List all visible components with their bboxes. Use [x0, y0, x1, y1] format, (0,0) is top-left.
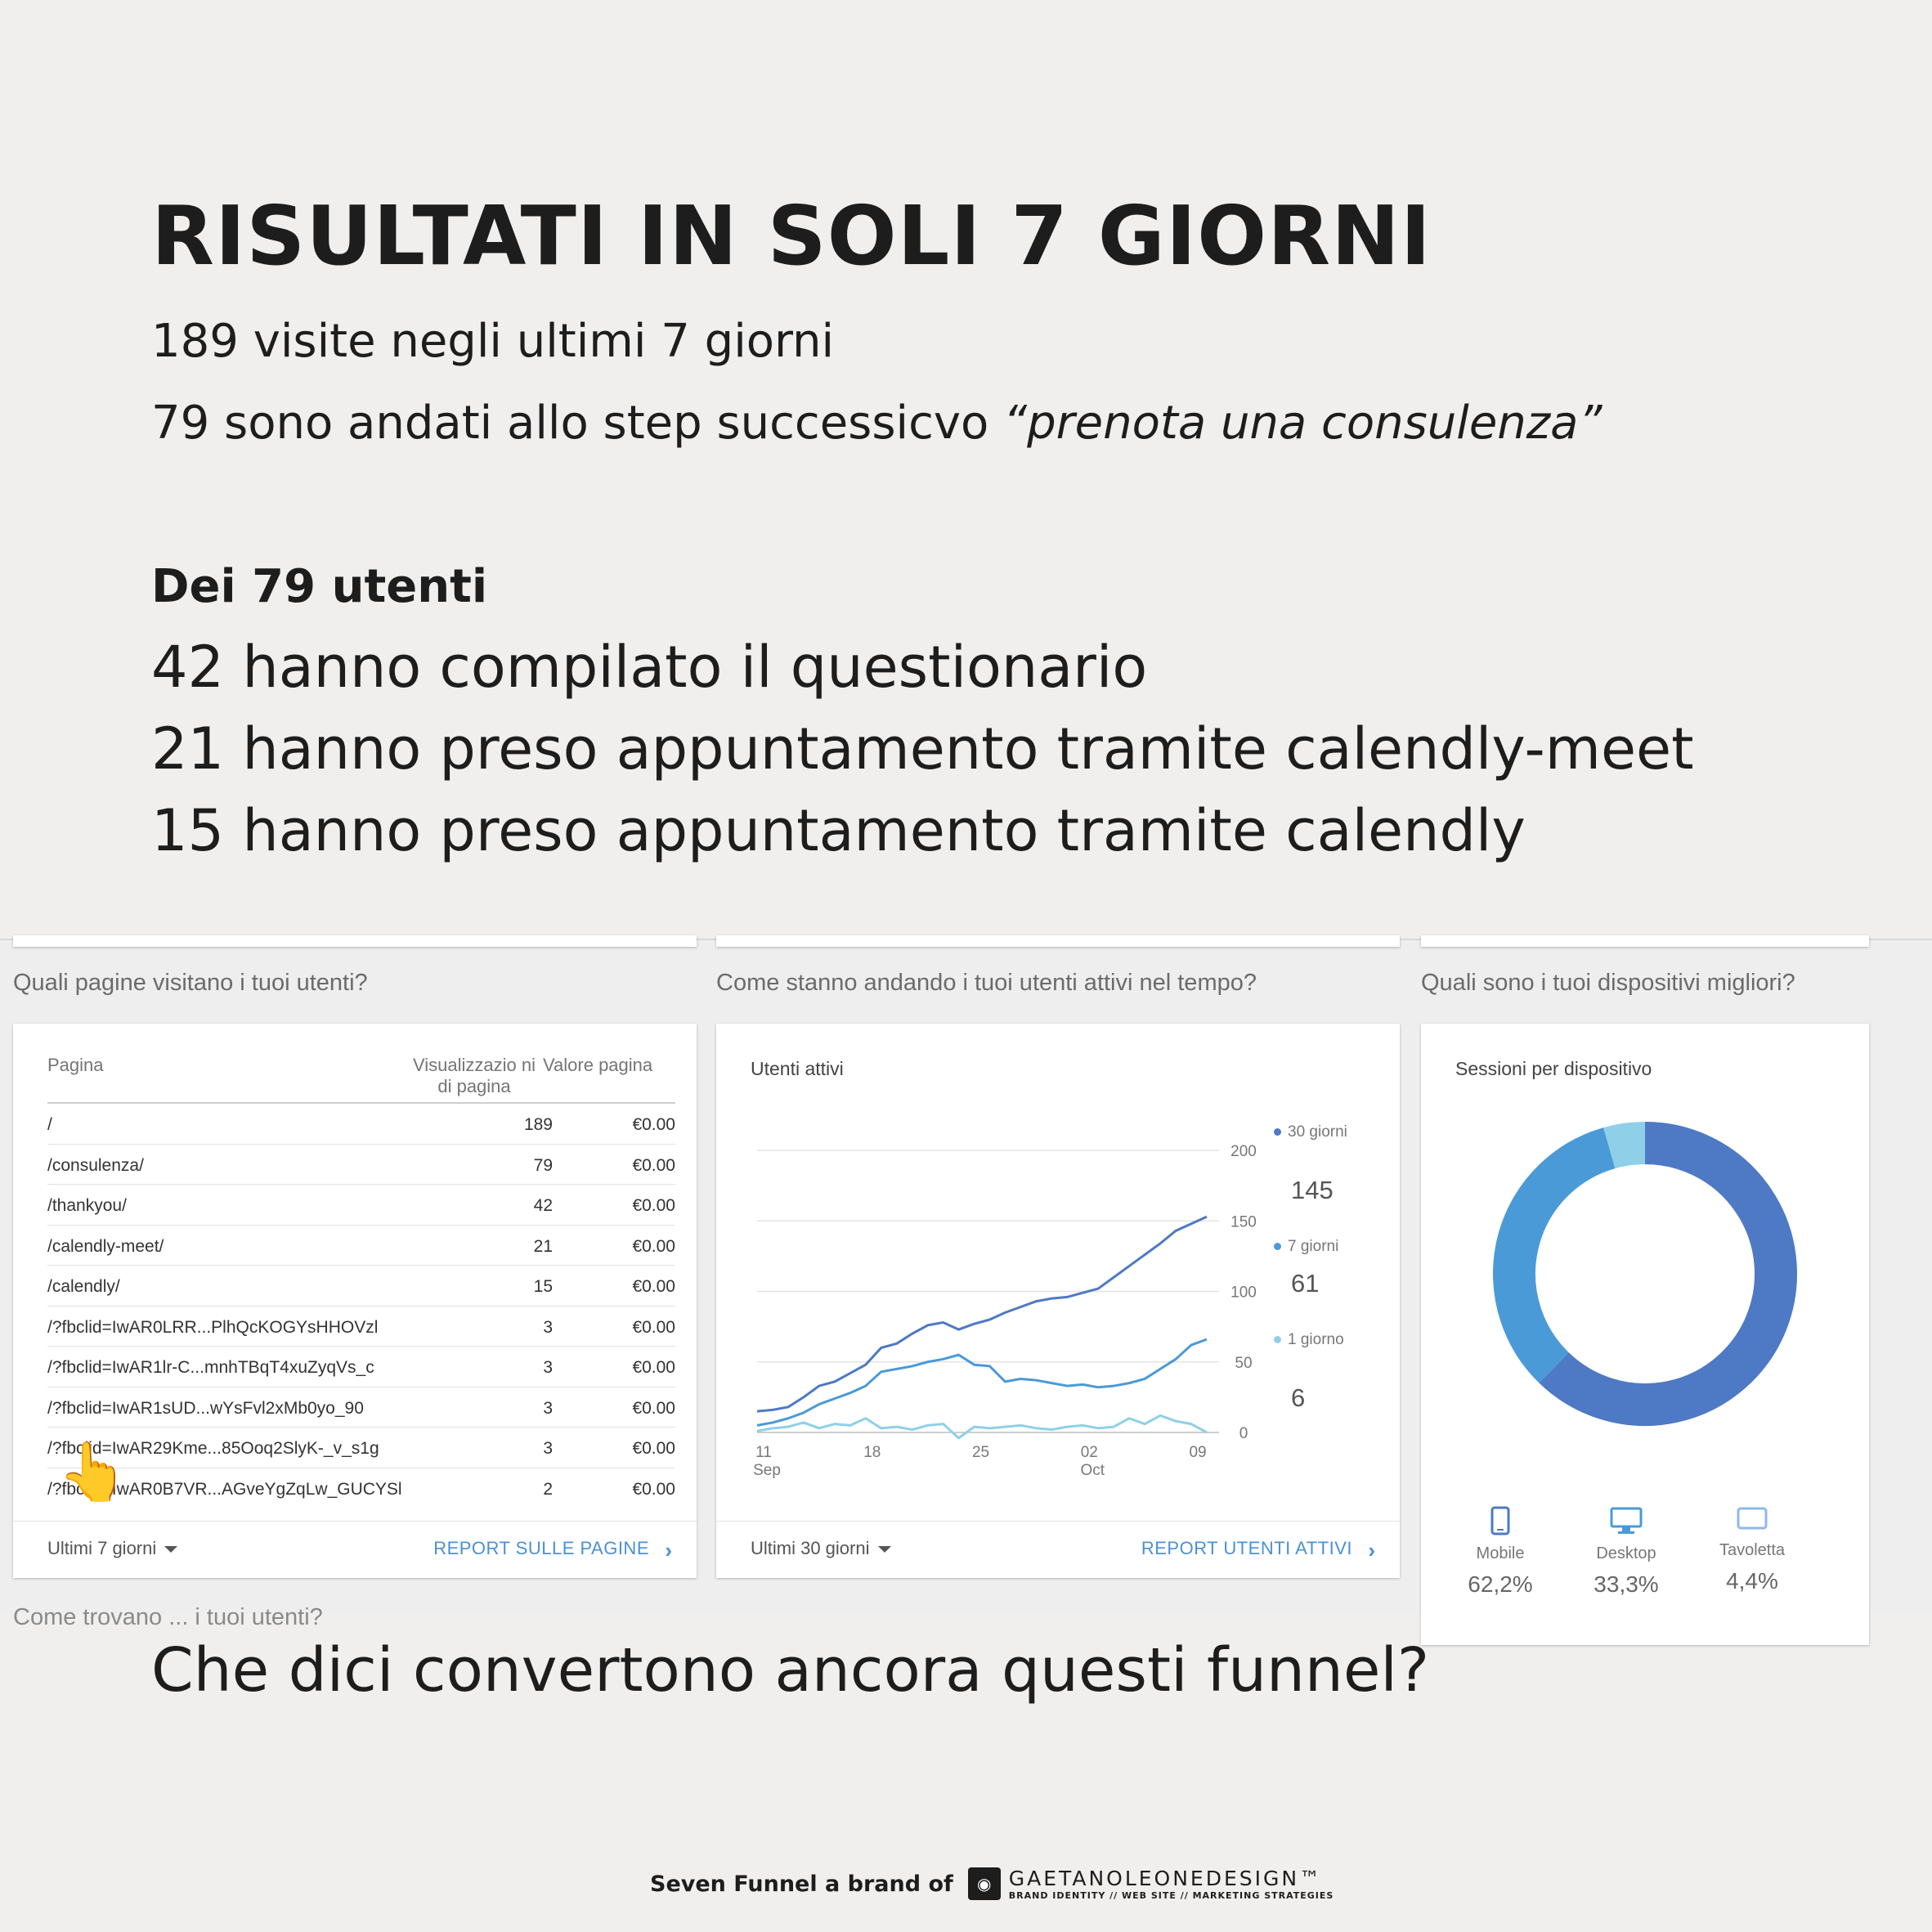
x-tick-month: Oct — [1080, 1462, 1105, 1479]
users-report-link[interactable]: REPORT UTENTI ATTIVI — [1141, 1538, 1352, 1558]
cell-views: 21 — [533, 1236, 553, 1256]
cell-value: €0.00 — [632, 1479, 675, 1499]
cell-value: €0.00 — [632, 1398, 675, 1418]
x-tick-day: 18 — [863, 1444, 881, 1461]
table-row[interactable] — [47, 1307, 675, 1347]
pages-report-link[interactable]: REPORT SULLE PAGINE — [433, 1538, 649, 1558]
brand-tagline: BRAND IDENTITY // WEB SITE // MARKETING STRATEGIES — [1008, 1890, 1334, 1901]
legend-label: 7 giorni — [1288, 1238, 1339, 1255]
devices-card-title: Sessioni per dispositivo — [1455, 1058, 1652, 1079]
y-tick-label: 100 — [1230, 1284, 1257, 1302]
device-pct: 62,2% — [1468, 1571, 1533, 1597]
legend-7-label — [1274, 1238, 1338, 1256]
brand-footer — [650, 1864, 1334, 1903]
x-tick-month: Sep — [753, 1462, 781, 1479]
legend-1-label — [1274, 1331, 1344, 1349]
cell-page: /calendly-meet/ — [47, 1236, 164, 1256]
cell-views: 79 — [533, 1155, 553, 1175]
donut-slice-mobile — [1554, 1143, 1776, 1405]
y-tick-label: 50 — [1235, 1354, 1253, 1372]
users-range-select[interactable] — [751, 1538, 891, 1559]
device-desktop — [1573, 1506, 1679, 1598]
caret-down-icon — [878, 1546, 891, 1553]
brand-name-block — [1009, 1867, 1334, 1901]
users-question: Come stanno andando i tuoi utenti attivi nel tempo? — [716, 970, 1257, 996]
visits-line: 189 visite negli ultimi 7 giorni — [151, 315, 835, 368]
chevron-right-icon[interactable]: › — [665, 1538, 672, 1562]
table-row[interactable] — [47, 1468, 675, 1509]
device-tablet — [1699, 1506, 1805, 1594]
cell-value: €0.00 — [632, 1277, 675, 1296]
devices-card — [1421, 1024, 1869, 1645]
table-row[interactable] — [47, 1145, 675, 1186]
cell-views: 42 — [533, 1196, 553, 1215]
donut-slice-desktop — [1514, 1148, 1609, 1368]
brand-name: GAETANOLEONEDESIGN™ — [1008, 1867, 1323, 1890]
cell-page: /calendly/ — [47, 1277, 120, 1296]
table-row[interactable] — [47, 1347, 675, 1387]
series-line-2 — [757, 1415, 1207, 1438]
table-row[interactable] — [47, 1104, 675, 1145]
x-tick-day: 02 — [1080, 1444, 1098, 1461]
pages-table — [47, 1104, 675, 1508]
next-step-prefix: 79 sono andati allo step successicvo — [151, 397, 1004, 450]
table-row[interactable] — [47, 1387, 675, 1428]
x-tick-day: 11 — [755, 1444, 772, 1461]
cell-value: €0.00 — [632, 1196, 675, 1215]
cell-views: 189 — [523, 1115, 553, 1134]
device-label: Tavoletta — [1719, 1541, 1786, 1559]
stat-calendly-meet: 21 hanno preso appuntamento tramite calendly-meet — [151, 715, 1694, 782]
pages-question: Quali pagine visitano i tuoi utenti? — [13, 970, 368, 996]
cell-views: 3 — [543, 1317, 553, 1337]
cell-page: /?fbclid=IwAR29Kme...85Ooq2SlyK-_v_s1g — [47, 1439, 379, 1458]
next-step-line — [151, 397, 1602, 450]
y-tick-label: 200 — [1230, 1143, 1257, 1160]
devices-question: Quali sono i tuoi dispositivi migliori? — [1421, 970, 1795, 996]
col-page: Pagina — [47, 1055, 104, 1075]
device-mobile — [1447, 1506, 1553, 1598]
stat-questionnaire: 42 hanno compilato il questionario — [151, 634, 1148, 701]
cell-value: €0.00 — [632, 1155, 675, 1175]
brand-prefix: Seven Funnel a brand of — [650, 1871, 953, 1897]
series-line-1 — [757, 1339, 1207, 1425]
cell-views: 15 — [533, 1277, 553, 1296]
cell-page: /?fbclid=IwAR0LRR...PlhQcKOGYsHHOVzl — [47, 1317, 379, 1337]
cell-page: /?fbclid=IwAR0B7VR...AGveYgZqLw_GUCYSl — [47, 1479, 402, 1499]
table-row[interactable] — [47, 1185, 675, 1226]
device-label: Desktop — [1596, 1544, 1656, 1562]
cell-page: / — [47, 1115, 52, 1134]
table-row[interactable] — [47, 1428, 675, 1468]
legend-30-label — [1274, 1123, 1347, 1141]
series-line-0 — [757, 1217, 1207, 1411]
cell-value: €0.00 — [632, 1236, 675, 1256]
analytics-screenshot — [0, 939, 1932, 1630]
caret-down-icon — [164, 1546, 177, 1553]
headline: RISULTATI IN SOLI 7 GIORNI — [151, 188, 1432, 284]
cell-value: €0.00 — [632, 1358, 675, 1377]
peek-question: Come trovano ... i tuoi utenti? — [13, 1604, 323, 1630]
device-label: Mobile — [1476, 1544, 1525, 1562]
device-pct: 4,4% — [1726, 1568, 1778, 1594]
mobile-icon — [1490, 1506, 1511, 1535]
col-value: Valore pagina — [543, 1055, 653, 1075]
subheading: Dei 79 utenti — [151, 560, 488, 613]
closing-question: Che dici convertono ancora questi funnel? — [151, 1635, 1430, 1706]
legend-1-value: 6 — [1291, 1383, 1306, 1412]
donut-slice-tavoletta — [1609, 1143, 1645, 1148]
legend-dot — [1274, 1128, 1281, 1136]
devices-donut-chart — [1493, 1122, 1797, 1426]
cell-page: /consulenza/ — [47, 1155, 144, 1175]
users-card — [716, 1024, 1400, 1578]
cell-views: 3 — [543, 1439, 553, 1458]
users-card-footer — [716, 1521, 1400, 1578]
table-row[interactable] — [47, 1266, 675, 1307]
top-card-edge — [716, 935, 1400, 947]
pages-range-label: Ultimi 7 giorni — [47, 1538, 157, 1558]
next-step-quote: “prenota una consulenza” — [1003, 397, 1603, 450]
top-card-edge — [13, 935, 697, 947]
cell-value: €0.00 — [632, 1115, 675, 1134]
pages-range-select[interactable] — [47, 1538, 177, 1559]
desktop-icon — [1610, 1506, 1643, 1535]
table-row[interactable] — [47, 1226, 675, 1266]
users-range-label: Ultimi 30 giorni — [751, 1538, 870, 1558]
legend-30-value: 145 — [1291, 1176, 1334, 1204]
brand-logo-icon: ◉ — [968, 1867, 1001, 1900]
cell-views: 2 — [543, 1479, 553, 1499]
cell-views: 3 — [543, 1358, 553, 1377]
legend-label: 30 giorni — [1288, 1123, 1347, 1141]
pointing-hand-icon: 👆 — [57, 1440, 129, 1504]
tablet-icon — [1736, 1506, 1768, 1532]
legend-label: 1 giorno — [1288, 1331, 1344, 1348]
cell-page: /thankyou/ — [47, 1196, 127, 1215]
y-tick-label: 150 — [1230, 1213, 1257, 1231]
device-pct: 33,3% — [1594, 1571, 1659, 1597]
legend-dot — [1274, 1243, 1281, 1250]
col-views: Visualizzazio ni di pagina — [412, 1055, 536, 1096]
x-tick-day: 25 — [971, 1444, 990, 1461]
stat-calendly: 15 hanno preso appuntamento tramite calendly — [151, 797, 1526, 864]
y-tick-label: 0 — [1239, 1425, 1248, 1442]
cell-value: €0.00 — [632, 1439, 675, 1458]
cell-views: 3 — [543, 1398, 553, 1418]
pages-card-footer — [13, 1521, 697, 1578]
legend-dot — [1274, 1336, 1281, 1343]
chevron-right-icon[interactable]: › — [1368, 1538, 1375, 1562]
cell-page: /?fbclid=IwAR1lr-C...mnhTBqT4xuZyqVs_c — [47, 1358, 374, 1377]
cell-page: /?fbclid=IwAR1sUD...wYsFvl2xMb0yo_90 — [47, 1398, 364, 1418]
legend-7-value: 61 — [1291, 1269, 1320, 1298]
users-card-title: Utenti attivi — [751, 1058, 844, 1079]
x-tick-day: 09 — [1189, 1444, 1207, 1461]
top-card-edge — [1421, 935, 1869, 947]
cell-value: €0.00 — [632, 1317, 675, 1337]
